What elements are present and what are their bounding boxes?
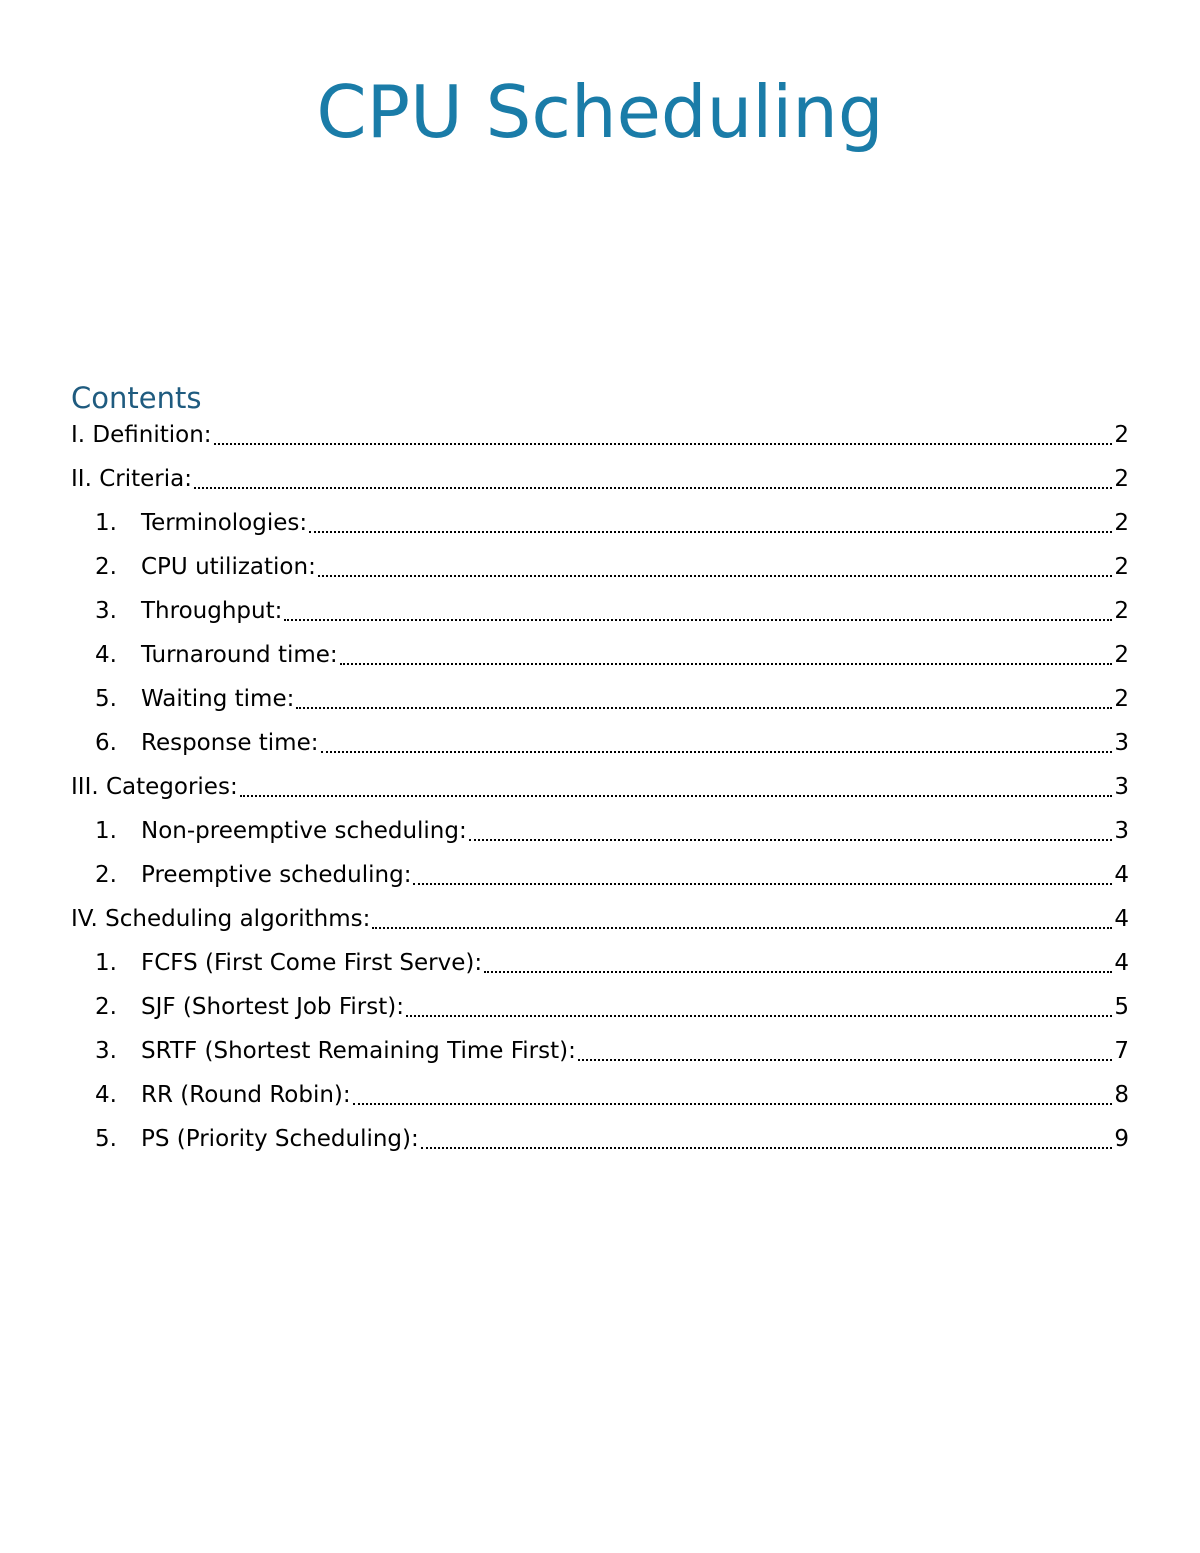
toc-entry-number: 1. xyxy=(95,510,117,536)
toc-entry-page-number: 3 xyxy=(1114,818,1129,844)
toc-entry-title: IV. Scheduling algorithms: xyxy=(71,906,371,932)
toc-entry[interactable] xyxy=(71,677,1129,721)
toc-entry-title: Throughput: xyxy=(141,598,283,624)
toc-entry[interactable] xyxy=(71,1029,1129,1073)
toc-entry-title: III. Categories: xyxy=(71,774,238,800)
toc-dot-leader xyxy=(372,907,1112,929)
toc-entry-page-number: 8 xyxy=(1114,1082,1129,1108)
toc-entry-number: 3. xyxy=(95,1038,117,1064)
toc-dot-leader xyxy=(469,819,1113,841)
toc-entry[interactable] xyxy=(71,809,1129,853)
document-title: CPU Scheduling xyxy=(316,70,884,154)
toc-dot-leader xyxy=(413,863,1112,885)
toc-entry-title: Waiting time: xyxy=(141,686,295,712)
toc-entry-page-number: 2 xyxy=(1114,554,1129,580)
toc-entry[interactable] xyxy=(71,853,1129,897)
toc-entry-number: 5. xyxy=(95,1126,117,1152)
toc-dot-leader xyxy=(214,423,1113,445)
toc-dot-leader xyxy=(484,951,1112,973)
table-of-contents xyxy=(71,413,1129,1161)
toc-heading: Contents xyxy=(71,381,202,415)
toc-dot-leader xyxy=(240,775,1113,797)
toc-entry-title: SRTF (Shortest Remaining Time First): xyxy=(141,1038,576,1064)
toc-entry-title: Terminologies: xyxy=(141,510,308,536)
toc-entry-number: 1. xyxy=(95,950,117,976)
toc-entry-page-number: 2 xyxy=(1114,422,1129,448)
toc-entry-page-number: 4 xyxy=(1114,906,1129,932)
toc-entry-title: Preemptive scheduling: xyxy=(141,862,412,888)
toc-entry[interactable] xyxy=(71,1117,1129,1161)
toc-entry-page-number: 4 xyxy=(1114,950,1129,976)
toc-entry-title: II. Criteria: xyxy=(71,466,192,492)
toc-entry[interactable] xyxy=(71,765,1129,809)
toc-entry[interactable] xyxy=(71,545,1129,589)
toc-dot-leader xyxy=(321,731,1113,753)
toc-dot-leader xyxy=(421,1127,1113,1149)
toc-entry-number: 2. xyxy=(95,994,117,1020)
toc-entry-page-number: 2 xyxy=(1114,598,1129,624)
toc-entry[interactable] xyxy=(71,721,1129,765)
toc-entry-title: Response time: xyxy=(141,730,319,756)
toc-entry-title: PS (Priority Scheduling): xyxy=(141,1126,419,1152)
toc-entry-page-number: 3 xyxy=(1114,774,1129,800)
toc-entry-page-number: 2 xyxy=(1114,466,1129,492)
toc-entry-number: 4. xyxy=(95,1082,117,1108)
toc-dot-leader xyxy=(353,1083,1113,1105)
toc-dot-leader xyxy=(340,643,1113,665)
toc-entry[interactable] xyxy=(71,985,1129,1029)
toc-entry-number: 3. xyxy=(95,598,117,624)
toc-entry-title: I. Definition: xyxy=(71,422,212,448)
toc-entry[interactable] xyxy=(71,501,1129,545)
toc-entry-title: Turnaround time: xyxy=(141,642,338,668)
toc-entry-number: 1. xyxy=(95,818,117,844)
toc-entry-title: RR (Round Robin): xyxy=(141,1082,351,1108)
toc-entry-title: Non-preemptive scheduling: xyxy=(141,818,467,844)
toc-entry-page-number: 3 xyxy=(1114,730,1129,756)
toc-entry-number: 2. xyxy=(95,862,117,888)
toc-entry-number: 6. xyxy=(95,730,117,756)
toc-entry-number: 5. xyxy=(95,686,117,712)
toc-entry[interactable] xyxy=(71,457,1129,501)
toc-entry[interactable] xyxy=(71,413,1129,457)
toc-entry-number: 4. xyxy=(95,642,117,668)
toc-entry-page-number: 9 xyxy=(1114,1126,1129,1152)
toc-entry-page-number: 2 xyxy=(1114,686,1129,712)
toc-entry-title: SJF (Shortest Job First): xyxy=(141,994,404,1020)
toc-entry[interactable] xyxy=(71,589,1129,633)
toc-entry[interactable] xyxy=(71,897,1129,941)
toc-entry[interactable] xyxy=(71,941,1129,985)
toc-entry-page-number: 5 xyxy=(1114,994,1129,1020)
toc-dot-leader xyxy=(296,687,1112,709)
toc-dot-leader xyxy=(284,599,1112,621)
toc-entry-page-number: 7 xyxy=(1114,1038,1129,1064)
toc-dot-leader xyxy=(406,995,1112,1017)
toc-entry-page-number: 2 xyxy=(1114,642,1129,668)
toc-entry[interactable] xyxy=(71,1073,1129,1117)
toc-entry-title: FCFS (First Come First Serve): xyxy=(141,950,483,976)
toc-entry-number: 2. xyxy=(95,554,117,580)
toc-entry-page-number: 2 xyxy=(1114,510,1129,536)
toc-dot-leader xyxy=(309,511,1112,533)
toc-dot-leader xyxy=(578,1039,1113,1061)
toc-entry-page-number: 4 xyxy=(1114,862,1129,888)
toc-entry[interactable] xyxy=(71,633,1129,677)
toc-entry-title: CPU utilization: xyxy=(141,554,316,580)
toc-dot-leader xyxy=(194,467,1112,489)
toc-dot-leader xyxy=(318,555,1113,577)
